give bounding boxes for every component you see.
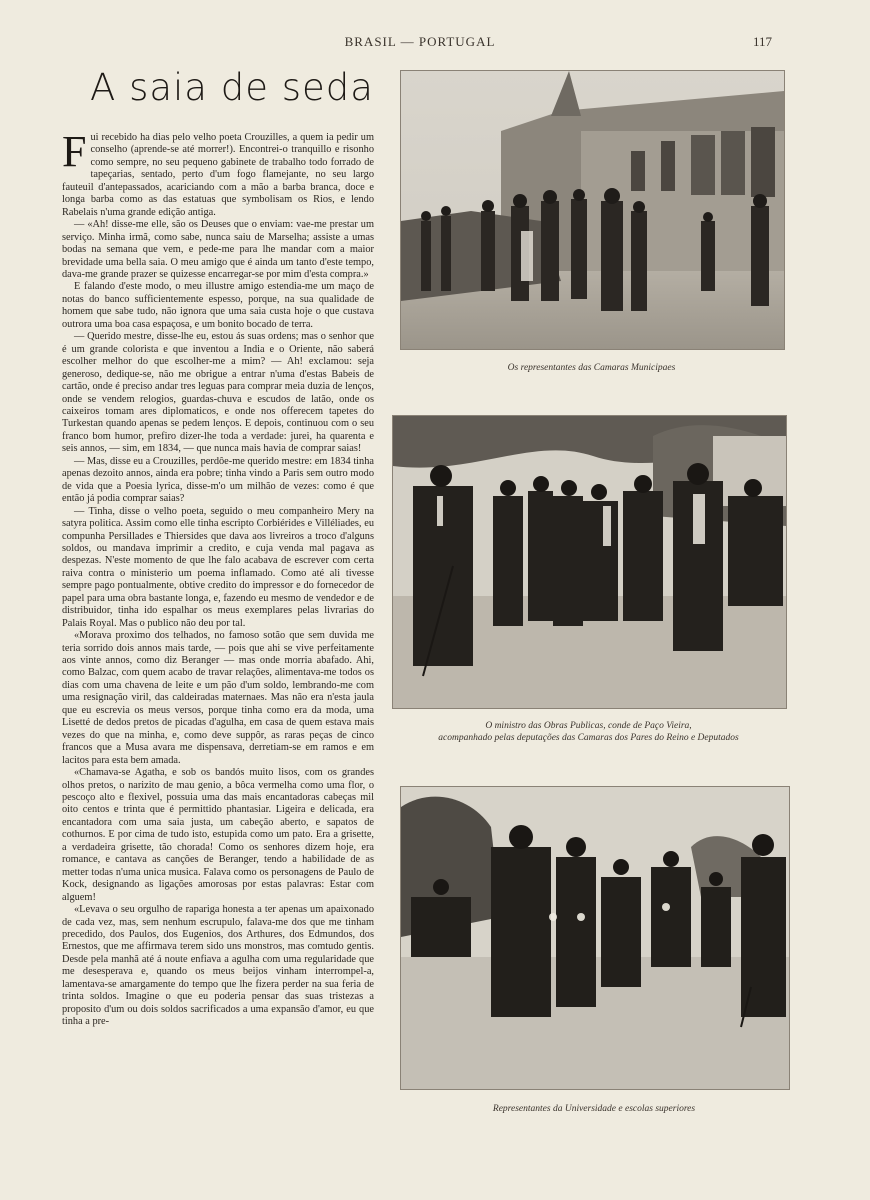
caption-line: acompanhado pelas deputações das Camaras dos Pares do Reino e Deputados	[438, 733, 739, 743]
photo-municipal-image	[401, 71, 784, 349]
photo-university-image	[401, 787, 789, 1089]
article-paragraph: «Chamava-se Agatha, e sob os bandós muito lisos, com os grandes olhos pretos, o narizito de mau genio, a bôca vermelha como uma flor, o pescoço alto e flexivel, possuia uma das mais encantadoras cabeças mil oito centos e trinta que é permittido phantasiar. Ligeira e delicada, era encantadora com uma saia justa, um cabeção aberto, e sapatos de cothurnos. E por cima de tudo isto, estupida como um pato. Era a grisette, a verdadeira grisette, tão chorada! Como os senhores dizem hoje, era romance, e cantava as canções de Beranger, tendo a habilidade de as metter todas n'uma unica musica. Falava como os personagens de Paulo de Kock, designando as ligações amorosas por estas palavras: Estar com alguem!	[62, 767, 374, 903]
photo-university-representatives	[400, 786, 790, 1090]
page-number: 117	[752, 34, 772, 49]
article-paragraph: — «Ah! disse-me elle, são os Deuses que o enviam: vae-me prestar um serviço. Minha irmã, como sabe, nunca saiu de Marselha; assiste a umas bodas na semana que vem, e pede-me para lhe mandar com a maior brevidade uma bella saia. O meu amigo que é ainda um tanto d'este tempo, dava-me grande prazer se quizesse encarregar-se por mim d'esta compra.»	[62, 219, 374, 280]
caption-line: O ministro das Obras Publicas, conde de Paço Vieira,	[485, 721, 692, 731]
photo-minister-image	[393, 416, 786, 708]
article-paragraph: «Morava proximo dos telhados, no famoso sotão que sem duvida me teria sorrido dois annos mais tarde, — pois que ahi se vive perfeitamente aos vinte annos, como diz Beranger — mas onde morria abafado. Ahi, como Balzac, com quem acabo de travar relações, alimentava-me todos os dias com uma chavena de leite e um pão d'um soldo, lembrando-me com uma resignação viril, das caldeiradas maternaes. Mas não era n'esta jaula que eu escrevia os meus versos, porque tinha como era da moda, uma Lisetté de dedos pretos de picadas d'agulha, em casa de quem estava mais vezes do que na minha, e, como deve suppôr, as raras peças de cinco francos que a Musa avara me dispensava, derretiam-se em ramos e em lacitos para esta bem amada.	[62, 630, 374, 766]
article-paragraph: — Querido mestre, disse-lhe eu, estou ás suas ordens; mas o senhor que é um grande colorista e que inventou a India e o Oriente, não saberá escolher melhor do que escolher-me a mim? — Ah! exclamou: seja generoso, dedique-se, não me obrigue a entrar n'uma d'estas Babeis de cartão, onde é preciso andar tres leguas para comprar meia duzia de lenços, onde se vendem relogios, guardas-chuva e escudos de latão, onde os caixeiros tomam ares diplomaticos, e onde nos offerecem tapetes do Turkestan quando apenas se pedem lenços. E depois, continuou com o seu franco bom humor, prefiro dizer-lhe toda a verdade: jurei, ha quarenta e seis annos, — sim, em 1834, — que nunca mais havia de comprar saias!	[62, 331, 374, 455]
article-paragraph: E falando d'este modo, o meu illustre amigo estendia-me um maço de notas do banco sufficientemente espesso, porque, na sua qualidade de homem que sabe tudo, não ignora que uma saia custa hoje o que custava outrora uma boa casa espaçosa, e um bonito bocado de terra.	[62, 281, 374, 330]
photo-caption	[400, 362, 783, 374]
caption-line: Os representantes das Camaras Municipaes	[507, 363, 676, 373]
article-title: A saia de seda	[90, 66, 374, 109]
caption-line: Representantes da Universidade e escolas superiores	[492, 1104, 696, 1114]
photo-minister-deputations	[392, 415, 787, 709]
paragraph-text: ui recebido ha dias pelo velho poeta Crouzilles, a quem ia pedir um conselho (aprende-se até morrer!). Encontrei-o tranquillo e risonho como sempre, no seu pequeno gabinete de trabalho todo forrado de tapeçarias, sentado, perto d'um fogo flamejante, no seu largo fauteuil d'antepassados, acariciando com a mão a barba branca, doce e longa barba como as das estatuas que symbolisam os Rios, e lendo Rabelais n'uma grande edição antiga.	[62, 132, 374, 218]
article-paragraph	[62, 127, 374, 219]
article-paragraph: «Levava o seu orgulho de rapariga honesta a ter apenas um apaixonado de cada vez, mas, sem nenhum escrupulo, falava-me dos que me tinham precedido, dos Paulos, dos Eugenios, dos Arthures, dos Edmundos, dos Ernestos, que me affirmava terem sido uns monstros, mas comtudo gentis. Desde pela manhã até á noute enfiava a agulha com uma regularidade que me desesperava e, quando os meus beijos vinham interrompel-a, lamentava-se amargamente do tempo que lhe fizera perder na sua feria de trinta soldos. Imagine o que eu poderia pensar das suas tristezas a proposito d'um ou dois soldos sacrificados a uma expansão d'amor, eu que tinha a pre-	[62, 904, 374, 1028]
photo-caption	[392, 720, 785, 744]
article-paragraph: — Tinha, disse o velho poeta, seguido o meu companheiro Mery na satyra politica. Assim como elle tinha escripto Corbiérides e Villéliades, eu compunha Persillades e Thiersides que dava aos livreiros a troco d'alguns soldos, ou mandava imprimir a credito, e cuja venda mal pagava as despezas. N'este momento de que lhe falo acabava de escrever com certa raiva contra o ministerio um poema inflamado. Como até ali tivesse sempre pago pontualmente, obtive credito do impressor e do fornecedor de papel para uma obra bastante longa, e, fazendo eu mesmo de vendedor e de distribuidor, tinha ido espalhar os meus exemplares pelas livrarias do Palais Royal. Mas o publico não deu por tal.	[62, 505, 374, 629]
running-header	[0, 34, 870, 50]
article-body	[62, 127, 374, 1029]
photo-caption	[400, 1103, 788, 1115]
photo-municipal-representatives	[400, 70, 785, 350]
article-paragraph: — Mas, disse eu a Crouzilles, perdôe-me querido mestre: em 1834 tinha apenas dezoito annos, ainda era pobre; tinha vindo a Paris sem outro modo de vida que a Poesia lyrica, disse-m'o um milhão de vezes: como é que então já podia comprar saias?	[62, 455, 374, 505]
running-title: BRASIL — PORTUGAL	[344, 34, 496, 49]
drop-cap: F	[62, 127, 87, 176]
